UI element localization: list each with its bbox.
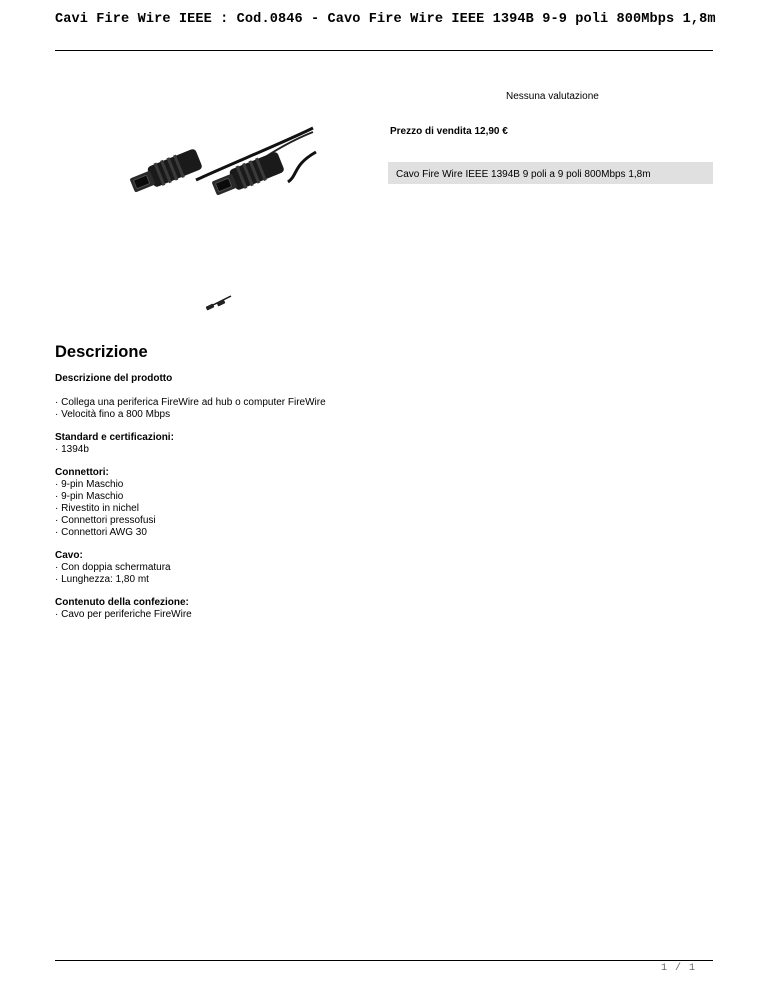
- product-description-heading: Descrizione del prodotto: [55, 373, 173, 384]
- page-indicator: 1 / 1: [660, 963, 696, 974]
- list-item: · Lunghezza: 1,80 mt: [55, 574, 149, 585]
- list-item: · Rivestito in nichel: [55, 503, 139, 514]
- list-item: · 9-pin Maschio: [55, 491, 124, 502]
- standards-heading: Standard e certificazioni:: [55, 432, 174, 443]
- firewire-cable-icon: [128, 128, 316, 199]
- header-divider: [55, 50, 713, 51]
- section-title-description: Descrizione: [55, 343, 148, 361]
- list-item: · Velocità fino a 800 Mbps: [55, 409, 171, 420]
- connectors-heading: Connettori:: [55, 467, 109, 478]
- footer-divider: [55, 960, 713, 961]
- package-heading: Contenuto della confezione:: [55, 597, 189, 608]
- list-item: · Connettori AWG 30: [55, 527, 147, 538]
- price: Prezzo di vendita 12,90 €: [390, 126, 508, 137]
- list-item: · Con doppia schermatura: [55, 562, 171, 573]
- list-item: · 1394b: [55, 444, 89, 455]
- list-item: · Cavo per periferiche FireWire: [55, 609, 192, 620]
- list-item: · Connettori pressofusi: [55, 515, 156, 526]
- list-item: · Collega una periferica FireWire ad hub o computer FireWire: [55, 397, 326, 408]
- page-title: Cavi Fire Wire IEEE : Cod.0846 - Cavo Fire Wire IEEE 1394B 9-9 poli 800Mbps 1,8m: [55, 12, 716, 27]
- product-thumbnail[interactable]: [203, 292, 235, 312]
- short-description-box: [388, 162, 713, 184]
- description-body: [55, 373, 555, 632]
- short-description: Cavo Fire Wire IEEE 1394B 9 poli a 9 poli 800Mbps 1,8m: [396, 169, 651, 180]
- product-image: [118, 120, 318, 240]
- rating-text: Nessuna valutazione: [506, 91, 599, 102]
- list-item: · 9-pin Maschio: [55, 479, 124, 490]
- cable-heading: Cavo:: [55, 550, 83, 561]
